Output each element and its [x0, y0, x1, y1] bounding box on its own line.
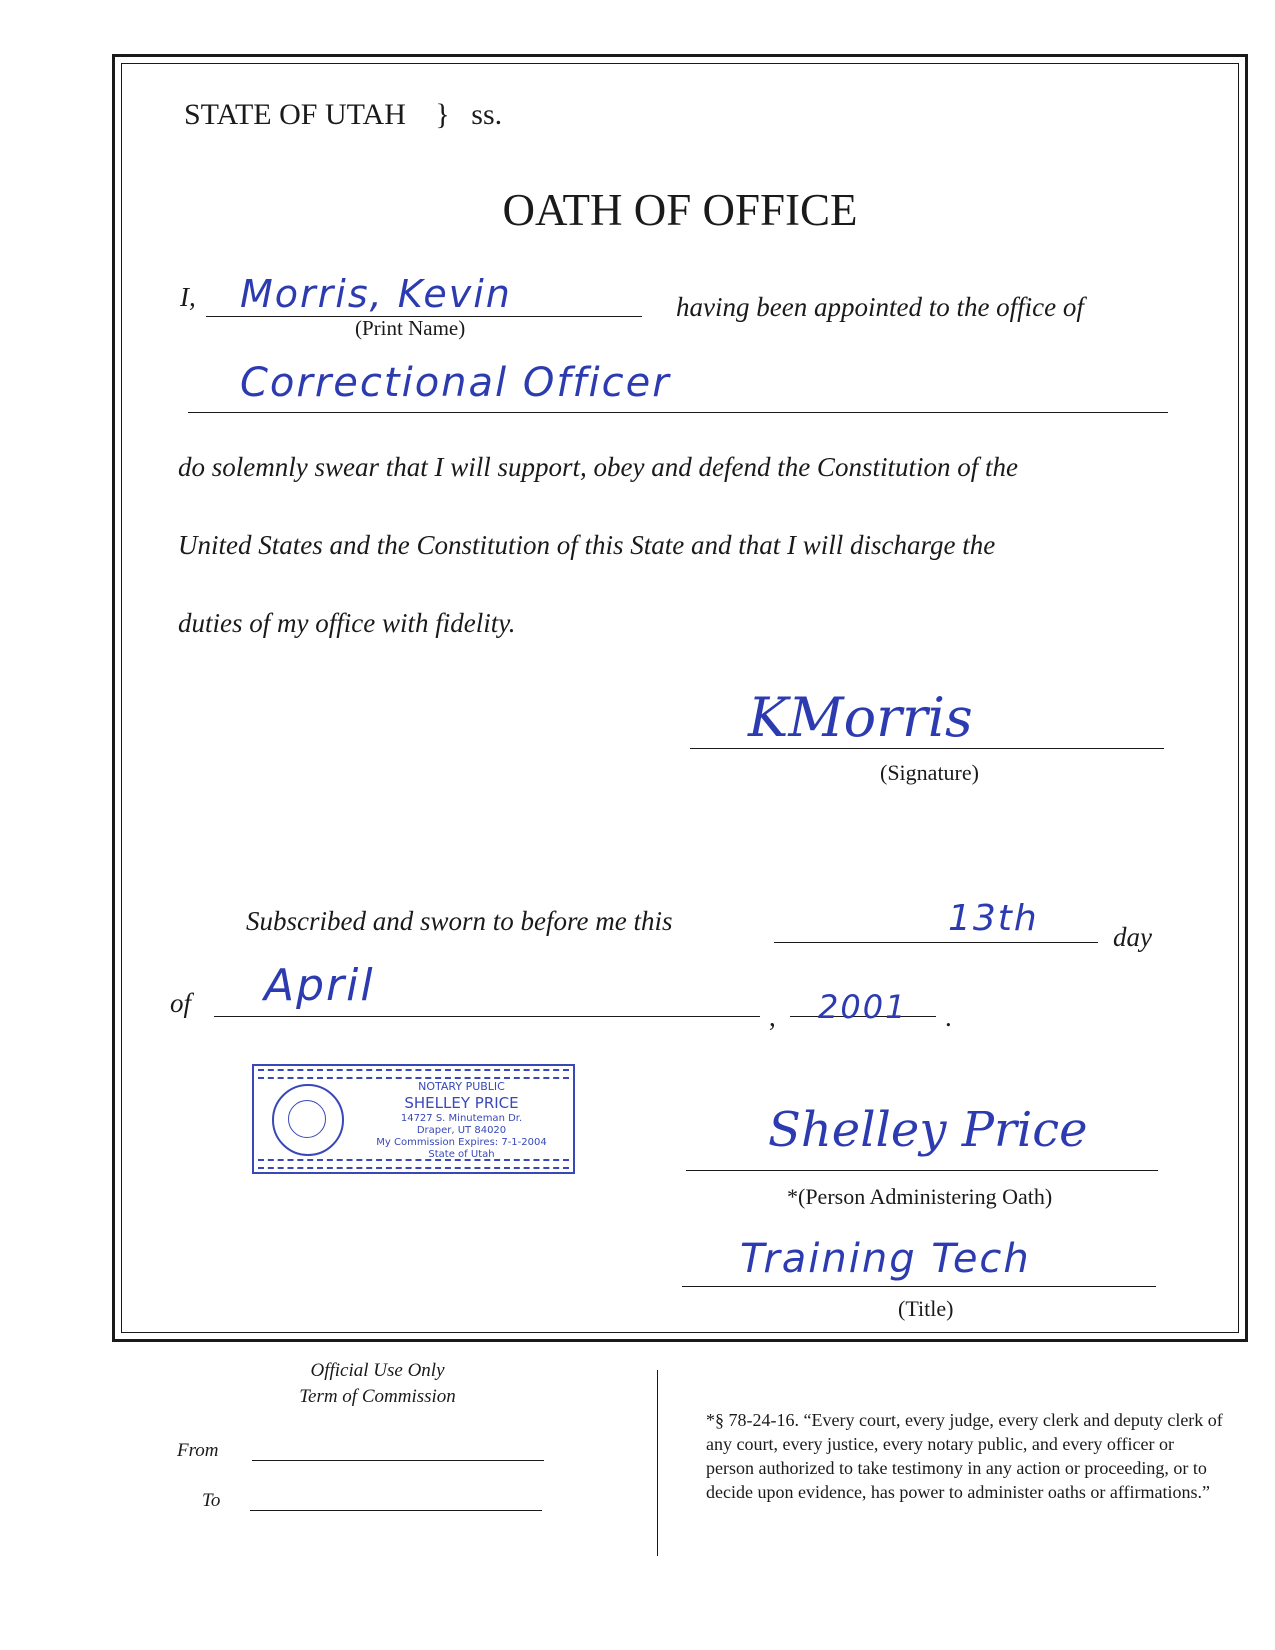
statute-text: *§ 78-24-16. “Every court, every judge, every clerk and deputy clerk of any court, every justice, every notary public, and every officer or person authorized to take testimony in any action or proceeding, or to decide upon evidence, has power to administer oaths or affirmations.”: [706, 1410, 1223, 1502]
day-line: [774, 942, 1098, 943]
administrator-line: [686, 1170, 1158, 1171]
administrator-title-line: [682, 1286, 1156, 1287]
day-word: day: [1113, 922, 1152, 952]
year-value: 2001: [818, 988, 908, 1026]
venue-brace: }: [435, 98, 450, 131]
stamp-line-2: SHELLEY PRICE: [404, 1094, 519, 1112]
stamp-rope-bottom: [258, 1159, 569, 1169]
to-line: [250, 1510, 542, 1511]
office-value: Correctional Officer: [240, 360, 671, 406]
appointed-text: having been appointed to the office of: [676, 292, 1084, 322]
oath-body-line-1: do solemnly swear that I will support, obey and defend the Constitution of the: [178, 452, 1018, 482]
official-use-heading: Official Use Only: [310, 1360, 445, 1381]
footer-divider: [657, 1370, 658, 1556]
notary-stamp: [252, 1064, 575, 1174]
signature-line: [690, 748, 1164, 749]
term-of-commission-heading: Term of Commission: [299, 1386, 456, 1407]
oath-body-line-3: duties of my office with fidelity.: [178, 608, 516, 638]
oath-signature: KMorris: [748, 686, 973, 749]
signature-label: (Signature): [880, 760, 979, 785]
oath-body-line-2: United States and the Constitution of this State and that I will discharge the: [178, 530, 996, 560]
to-label: To: [202, 1490, 221, 1511]
print-name-value: Morris, Kevin: [240, 272, 512, 316]
document-title: OATH OF OFFICE: [502, 185, 858, 235]
administrator-title-label: (Title): [898, 1296, 954, 1321]
stamp-line-5: My Commission Expires: 7-1-2004: [376, 1137, 547, 1148]
stamp-line-4: Draper, UT 84020: [416, 1125, 507, 1136]
from-label: From: [177, 1440, 219, 1461]
subscribed-text: Subscribed and sworn to before me this: [246, 906, 673, 936]
i-prefix: I,: [180, 282, 196, 312]
from-line: [252, 1460, 544, 1461]
print-name-label: (Print Name): [355, 316, 466, 340]
date-period: .: [945, 1002, 952, 1032]
stamp-line-1: NOTARY PUBLIC: [418, 1080, 505, 1093]
administrator-signature: Shelley Price: [768, 1102, 1088, 1158]
administrator-title-value: Training Tech: [740, 1236, 1031, 1282]
state-seal-icon: [272, 1084, 344, 1156]
of-word: of: [170, 988, 192, 1018]
day-value: 13th: [948, 898, 1039, 939]
state-name: STATE OF UTAH: [184, 98, 406, 131]
office-line: [188, 412, 1168, 413]
date-comma: ,: [769, 1002, 776, 1032]
venue-ss: ss.: [471, 98, 503, 131]
stamp-rope-top: [258, 1069, 569, 1079]
month-value: April: [264, 960, 375, 1011]
venue-line: [184, 98, 502, 132]
stamp-line-6: State of Utah: [428, 1149, 495, 1160]
stamp-line-3: 14727 S. Minuteman Dr.: [400, 1113, 523, 1124]
administrator-label: *(Person Administering Oath): [787, 1184, 1053, 1209]
month-line: [214, 1016, 760, 1017]
